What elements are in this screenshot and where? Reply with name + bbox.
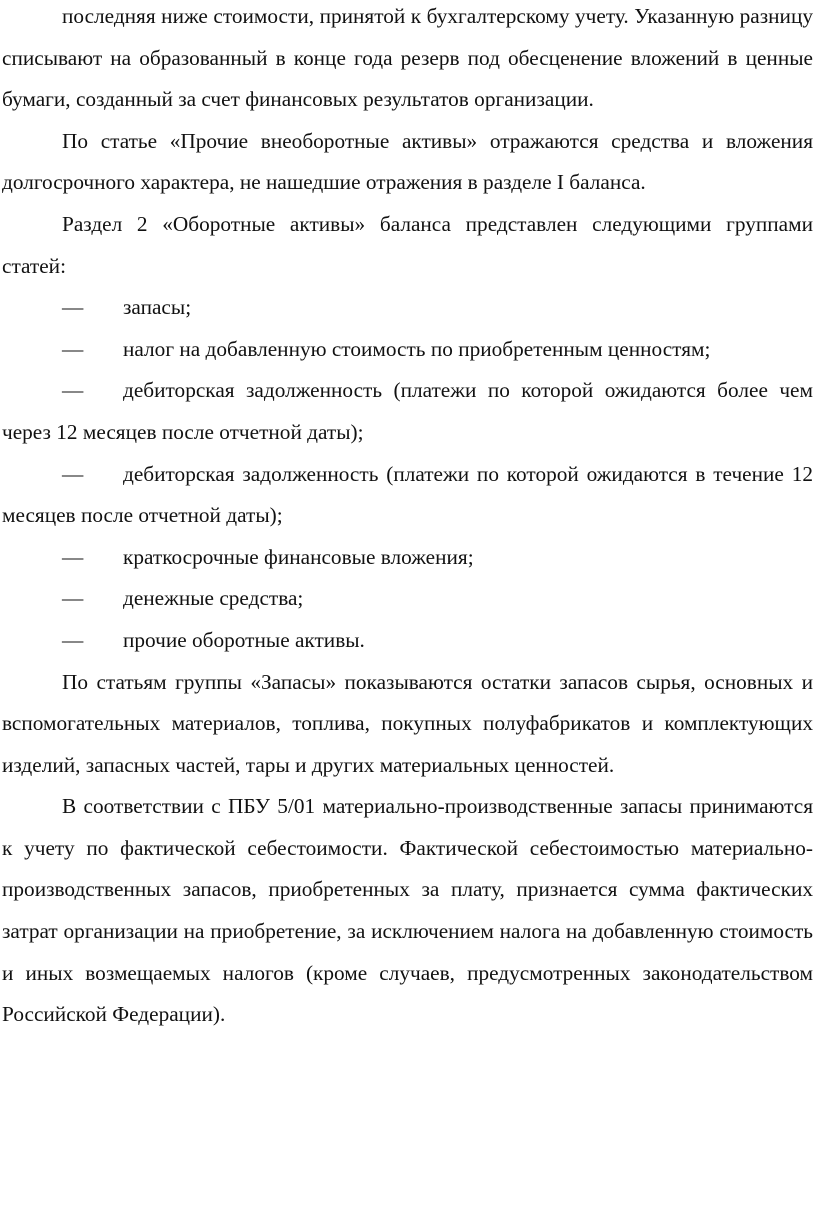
list-item <box>2 578 813 620</box>
list-dash: — <box>62 461 84 486</box>
list-item <box>2 620 813 662</box>
list-item-text: дебиторская задолженность (платежи по которой ожидаются в течение 12 месяцев после отчетной даты); <box>2 461 813 528</box>
paragraph-pbu-5-01: В соответствии с ПБУ 5/01 материально-производственные запасы принимаются к учету по фактической себестоимости. Фактической себестоимостью материально-производственных запасов, приобретенных за плату, признается сумма фактических затрат организации на приобретение, за исключением налога на добавленную стоимость и иных возмещаемых налогов (кроме случаев, предусмотренных законодательством Российской Федерации). <box>2 794 813 1027</box>
list-item <box>2 537 813 579</box>
list-dash: — <box>62 544 84 569</box>
list-item-text: прочие оборотные активы. <box>123 627 365 652</box>
list-item-text: дебиторская задолженность (платежи по которой ожидаются более чем через 12 месяцев после отчетной даты); <box>2 378 813 444</box>
list-item <box>2 287 813 329</box>
paragraph-inventory-items: По статьям группы «Запасы» показываются остатки запасов сырья, основных и вспомогательных материалов, топлива, покупных полуфабрикатов и комплектующих изделий, запасных частей, тары и других материальных ценностей. <box>2 669 813 777</box>
list-dash: — <box>62 336 84 361</box>
list-item <box>2 370 813 453</box>
list-dash: — <box>62 627 84 652</box>
list-item <box>2 329 813 371</box>
paragraph-section-2-intro: Раздел 2 «Оборотные активы» баланса представлен следующими группами статей: <box>2 211 813 278</box>
list-item-text: денежные средства; <box>123 586 304 611</box>
list-item <box>2 454 813 537</box>
list-dash: — <box>62 378 84 403</box>
paragraph-reserve-writeoff: последняя ниже стоимости, принятой к бухгалтерскому учету. Указанную разницу списывают на образованный в конце года резерв под обесценение вложений в ценные бумаги, созданный за счет финансовых результатов организации. <box>2 4 813 112</box>
list-item-text: запасы; <box>123 295 192 320</box>
list-item-text: краткосрочные финансовые вложения; <box>123 544 474 569</box>
list-item-text: налог на добавленную стоимость по приобретенным ценностям; <box>123 336 711 361</box>
paragraph-other-noncurrent-assets: По статье «Прочие внеоборотные активы» отражаются средства и вложения долгосрочного характера, не нашедшие отражения в разделе I баланса. <box>2 128 813 195</box>
list-dash: — <box>62 586 84 611</box>
list-dash: — <box>62 295 84 320</box>
